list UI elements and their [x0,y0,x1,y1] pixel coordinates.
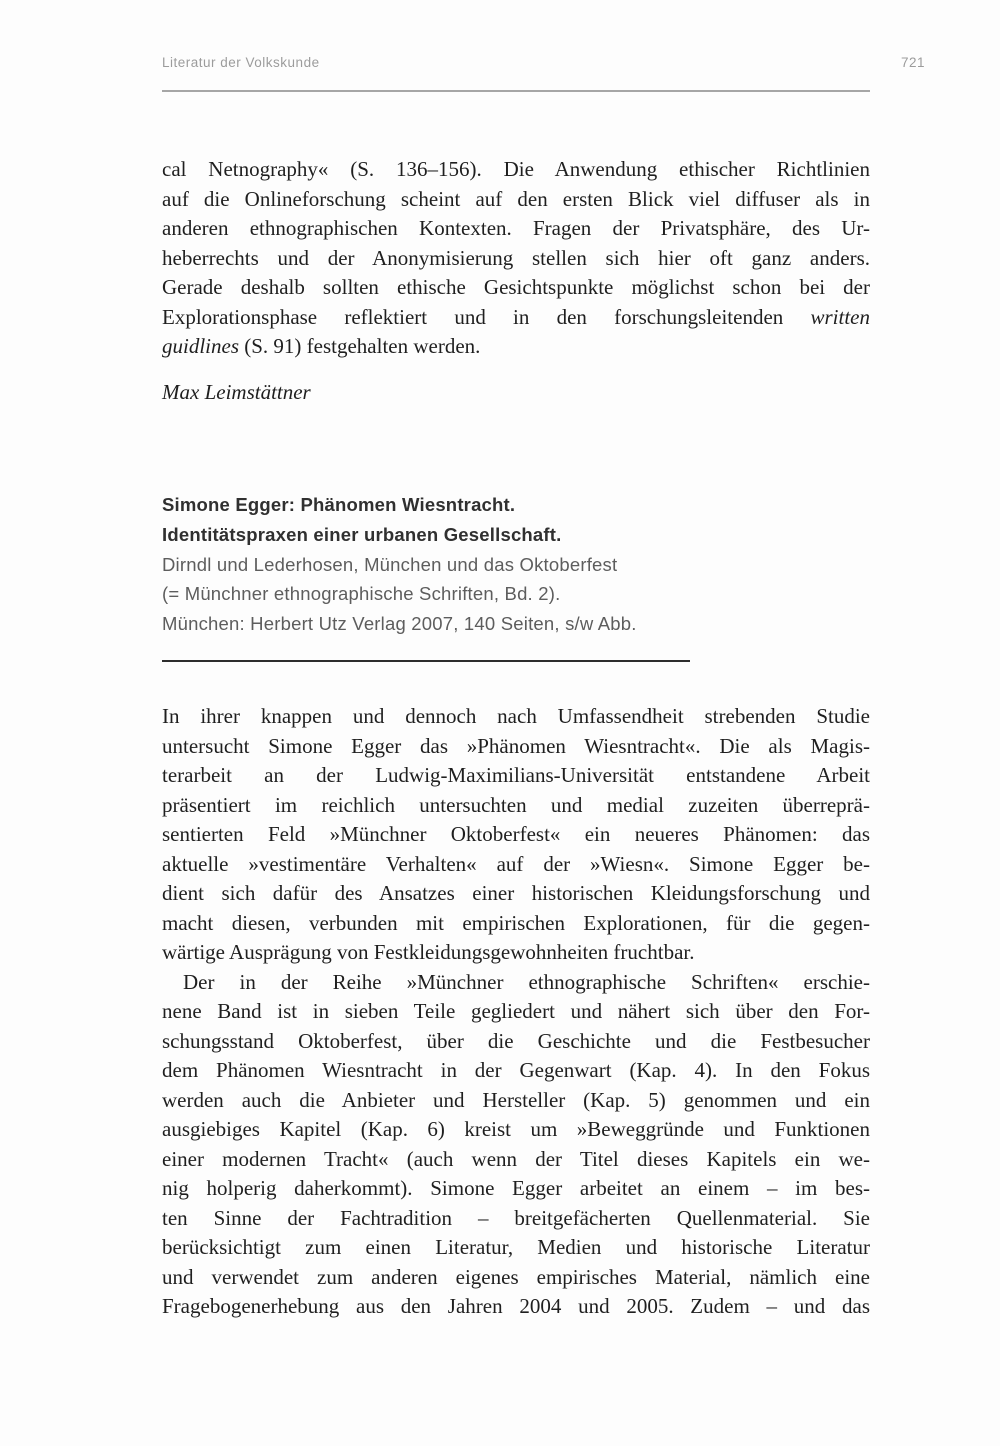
text-line: In ihrer knappen und dennoch nach Umfassendheit strebenden Studie [162,704,870,728]
text-line: guidlines (S. 91) festgehalten werden. [162,334,481,358]
review-body-paragraphs [162,702,870,1322]
separator-rule [162,660,690,662]
text-line: wärtige Ausprägung von Festkleidungsgewohnheiten fruchtbar. [162,940,695,964]
text-line: macht diesen, verbunden mit empirischen Explorationen, für die gegen- [162,910,870,935]
text-line: dient sich dafür des Ansatzes einer historischen Kleidungsforschung und [162,881,870,905]
running-header-title: Literatur der Volkskunde [162,55,320,70]
text-line: sentierten Feld »Münchner Oktoberfest« ein neueres Phänomen: das [162,822,870,846]
text-line: nene Band ist in sieben Teile gegliedert und nähert sich über den For- [162,999,870,1023]
book-title-line-2: Identitätspraxen einer urbanen Gesellschaft. [162,523,562,545]
text-line: Fragebogenerhebung aus den Jahren 2004 und 2005. Zudem – und das [162,1294,870,1318]
text-line: Gerade deshalb sollten ethische Gesichtspunkte möglichst schon bei der [162,275,870,299]
text-line: dem Phänomen Wiesntracht in der Gegenwart (Kap. 4). In den Fokus [162,1058,870,1082]
text-line: terarbeit an der Ludwig-Maximilians-Universität entstandene Arbeit [162,763,870,787]
text-line: und verwendet zum anderen eigenes empirisches Material, nämlich eine [162,1264,870,1289]
book-citation-block [162,490,870,639]
text-line: aktuelle »vestimentäre Verhalten« auf der »Wiesn«. Simone Egger be- [162,851,870,876]
text-line: nig holperig daherkommt). Simone Egger arbeitet an einem – im bes- [162,1176,870,1200]
text-line: ausgiebiges Kapitel (Kap. 6) kreist um »Beweggründe und Funktionen [162,1117,870,1141]
book-series: (= Münchner ethnographische Schriften, Bd. 2). [162,583,561,605]
text-line: ten Sinne der Fachtradition – breitgefächerten Quellenmaterial. Sie [162,1205,870,1230]
text-line: untersucht Simone Egger das »Phänomen Wiesntracht«. Die als Magis- [162,733,870,758]
book-imprint: München: Herbert Utz Verlag 2007, 140 Seiten, s/w Abb. [162,613,637,635]
reviewer-name: Max Leimstättner [162,380,311,404]
page-number: 721 [900,55,925,70]
header-rule [162,90,870,92]
text-line: Explorationsphase reflektiert und in den forschungsleitenden written [162,304,870,329]
book-subtitle: Dirndl und Lederhosen, München und das Oktoberfest [162,553,618,575]
text-line: einer modernen Tracht« (auch wenn der Titel dieses Kapitels ein we- [162,1146,870,1171]
text-line: anderen ethnographischen Kontexten. Fragen der Privatsphäre, des Ur- [162,216,870,240]
book-title-line-1: Simone Egger: Phänomen Wiesntracht. [162,494,516,515]
text-line: cal Netnography« (S. 136–156). Die Anwendung ethischer Richtlinien [162,157,870,181]
text-line: schungsstand Oktoberfest, über die Geschichte und die Festbesucher [162,1028,870,1053]
text-line: präsentiert im reichlich untersuchten und medial zuzeiten überreprä- [162,792,870,817]
text-line: Der in der Reihe »Münchner ethnographische Schriften« erschie- [183,969,870,994]
text-line: heberrechts und der Anonymisierung stellen sich hier oft ganz anders. [162,245,870,270]
previous-review-paragraph [162,155,870,362]
text-line: berücksichtigt zum einen Literatur, Medien und historische Literatur [162,1235,870,1259]
text-line: auf die Onlineforschung scheint auf den ersten Blick viel diffuser als in [162,186,870,211]
text-line: werden auch die Anbieter und Hersteller (Kap. 5) genommen und ein [162,1087,870,1112]
